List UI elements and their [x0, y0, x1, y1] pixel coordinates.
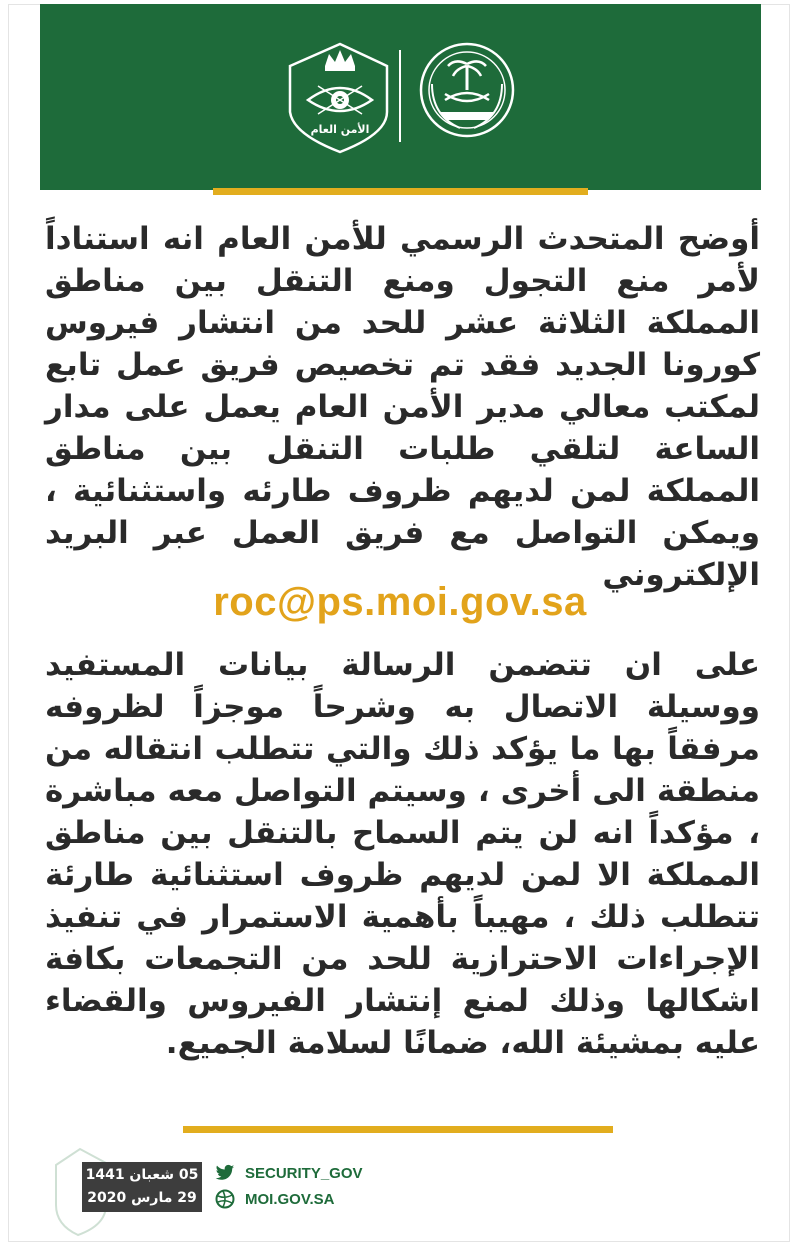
bottom-gold-divider: [183, 1126, 613, 1133]
twitter-handle: SECURITY_GOV: [245, 1164, 363, 1182]
globe-icon: [215, 1189, 235, 1209]
date-hijri: 05 شعبان 1441: [85, 1167, 199, 1183]
twitter-icon: [215, 1164, 235, 1182]
top-gold-divider: [213, 188, 588, 195]
announcement-paragraph-2: على ان تتضمن الرسالة بيانات المستفيد ووسيلة الاتصال به وشرحاً موجزاً لظروفه مرفقاً بها ما يؤكد ذلك والتي تتطلب انتقاله من منطقة الى أخرى ، وسيتم التواصل معه مباشرة ، مؤكداً انه لن يتم السماح بالتنقل بين مناطق المملكة الا لمن لديهم ظروف استثنائية طارئة تتطلب ذلك ، مهيباً بأهمية الاستمرار في تنفيذ الإجراءات الاحترازية للحد من التجمعات بكافة اشكالها وذلك لمنع إنتشار الفيروس والقضاء عليه بمشيئة الله، ضمانًا لسلامة الجميع.: [45, 647, 760, 1061]
ministry-of-interior-emblem-icon: [421, 44, 513, 136]
public-security-emblem-icon: [290, 44, 387, 152]
header-banner: [40, 4, 761, 190]
website-url: MOI.GOV.SA: [245, 1190, 335, 1208]
date-gregorian: 29 مارس 2020: [87, 1190, 197, 1206]
social-links: [215, 1160, 363, 1212]
announcement-paragraph-1: أوضح المتحدث الرسمي للأمن العام انه استناداً لأمر منع التجول ومنع التنقل بين مناطق المملكة الثلاثة عشر للحد من انتشار فيروس كورونا الجديد فقد تم تخصيص فريق عمل تابع لمكتب معالي مدير الأمن العام يعمل على مدار الساعة لتلقي طلبات التنقل بين مناطق المملكة لمن لديهم ظروف طارئه واستثنائية ، ويمكن التواصل مع فريق العمل عبر البريد الإلكتروني: [45, 221, 760, 593]
contact-email[interactable]: roc@ps.moi.gov.sa: [213, 580, 587, 624]
date-box: [82, 1162, 202, 1212]
emblem-text: الأمن العام: [310, 123, 370, 136]
website-link[interactable]: [215, 1186, 363, 1212]
twitter-link[interactable]: [215, 1160, 363, 1186]
